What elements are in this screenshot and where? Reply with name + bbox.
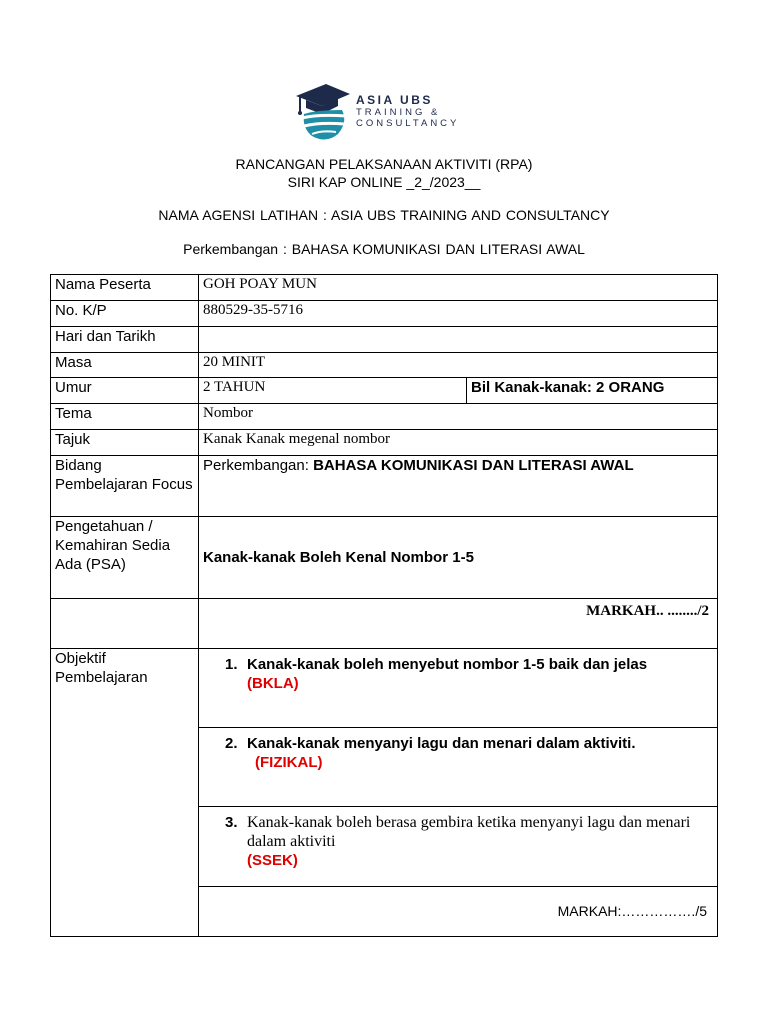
logo-line2: TRAINING & <box>356 107 441 118</box>
table-row <box>51 599 718 649</box>
tajuk-label: Tajuk <box>51 430 199 456</box>
objective-text: Kanak-kanak menyanyi lagu dan menari dalam aktiviti. <box>247 735 636 752</box>
markah-score-2: MARKAH:……………./5 <box>199 887 718 937</box>
objective-1 <box>199 649 718 728</box>
objective-number: 1. <box>225 656 238 673</box>
objektif-label: Objektif Pembelajaran <box>51 649 199 937</box>
empty-cell <box>51 599 199 649</box>
objective-2 <box>199 728 718 807</box>
objective-3 <box>199 807 718 887</box>
psa-value: Kanak-kanak Boleh Kenal Nombor 1-5 <box>199 517 718 599</box>
graduation-cap-globe-icon <box>292 80 354 144</box>
bidang-value: BAHASA KOMUNIKASI DAN LITERASI AWAL <box>313 457 634 474</box>
umur-label: Umur <box>51 378 199 404</box>
objective-tag: (BKLA) <box>247 675 299 692</box>
bil-kanak-kanak: Bil Kanak-kanak: 2 ORANG <box>467 378 718 404</box>
company-logo <box>292 80 482 144</box>
bidang-label: Bidang Pembelajaran Focus <box>51 456 199 517</box>
tema-value: Nombor <box>199 404 718 430</box>
psa-label: Pengetahuan / Kemahiran Sedia Ada (PSA) <box>51 517 199 599</box>
objective-number: 2. <box>225 735 238 752</box>
table-row <box>51 353 718 378</box>
document-subtitle: SIRI KAP ONLINE _2_/2023__ <box>287 174 481 190</box>
table-row <box>51 404 718 430</box>
logo-wordmark <box>356 94 459 128</box>
masa-value: 20 MINIT <box>199 353 718 378</box>
objective-tag: (FIZIKAL) <box>255 754 323 771</box>
objective-tag: (SSEK) <box>247 852 298 869</box>
objective-number: 3. <box>225 814 238 831</box>
tema-label: Tema <box>51 404 199 430</box>
objective-text: Kanak-kanak boleh menyebut nombor 1-5 baik dan jelas <box>247 656 648 673</box>
bidang-value-cell <box>199 456 718 517</box>
table-row <box>51 301 718 327</box>
bidang-prefix: Perkembangan: <box>203 457 314 474</box>
document-title: RANCANGAN PELAKSANAAN AKTIVITI (RPA) <box>235 156 533 172</box>
kp-value: 880529-35-5716 <box>199 301 718 327</box>
table-row <box>51 456 718 517</box>
objective-text: Kanak-kanak boleh berasa gembira ketika menyanyi lagu dan menari dalam aktiviti <box>247 814 691 850</box>
table-row <box>51 517 718 599</box>
masa-label: Masa <box>51 353 199 378</box>
nama-peserta-label: Nama Peserta <box>51 275 199 301</box>
table-row <box>51 378 718 404</box>
umur-value: 2 TAHUN <box>199 378 467 404</box>
hari-tarikh-label: Hari dan Tarikh <box>51 327 199 353</box>
kp-label: No. K/P <box>51 301 199 327</box>
table-row <box>51 430 718 456</box>
logo-line3: CONSULTANCY <box>356 117 460 129</box>
hari-tarikh-value <box>199 327 718 353</box>
agency-name: NAMA AGENSI LATIHAN : ASIA UBS TRAINING AND CONSULTANCY <box>158 207 610 223</box>
rpa-table <box>50 274 718 937</box>
markah-score-1: MARKAH.. ......../2 <box>199 599 718 649</box>
development-area: Perkembangan : BAHASA KOMUNIKASI DAN LITERASI AWAL <box>183 241 585 257</box>
table-row <box>51 649 718 728</box>
table-row <box>51 327 718 353</box>
tajuk-value: Kanak Kanak megenal nombor <box>199 430 718 456</box>
nama-peserta-value: GOH POAY MUN <box>199 275 718 301</box>
table-row <box>51 275 718 301</box>
logo-line1: ASIA UBS <box>356 93 433 107</box>
